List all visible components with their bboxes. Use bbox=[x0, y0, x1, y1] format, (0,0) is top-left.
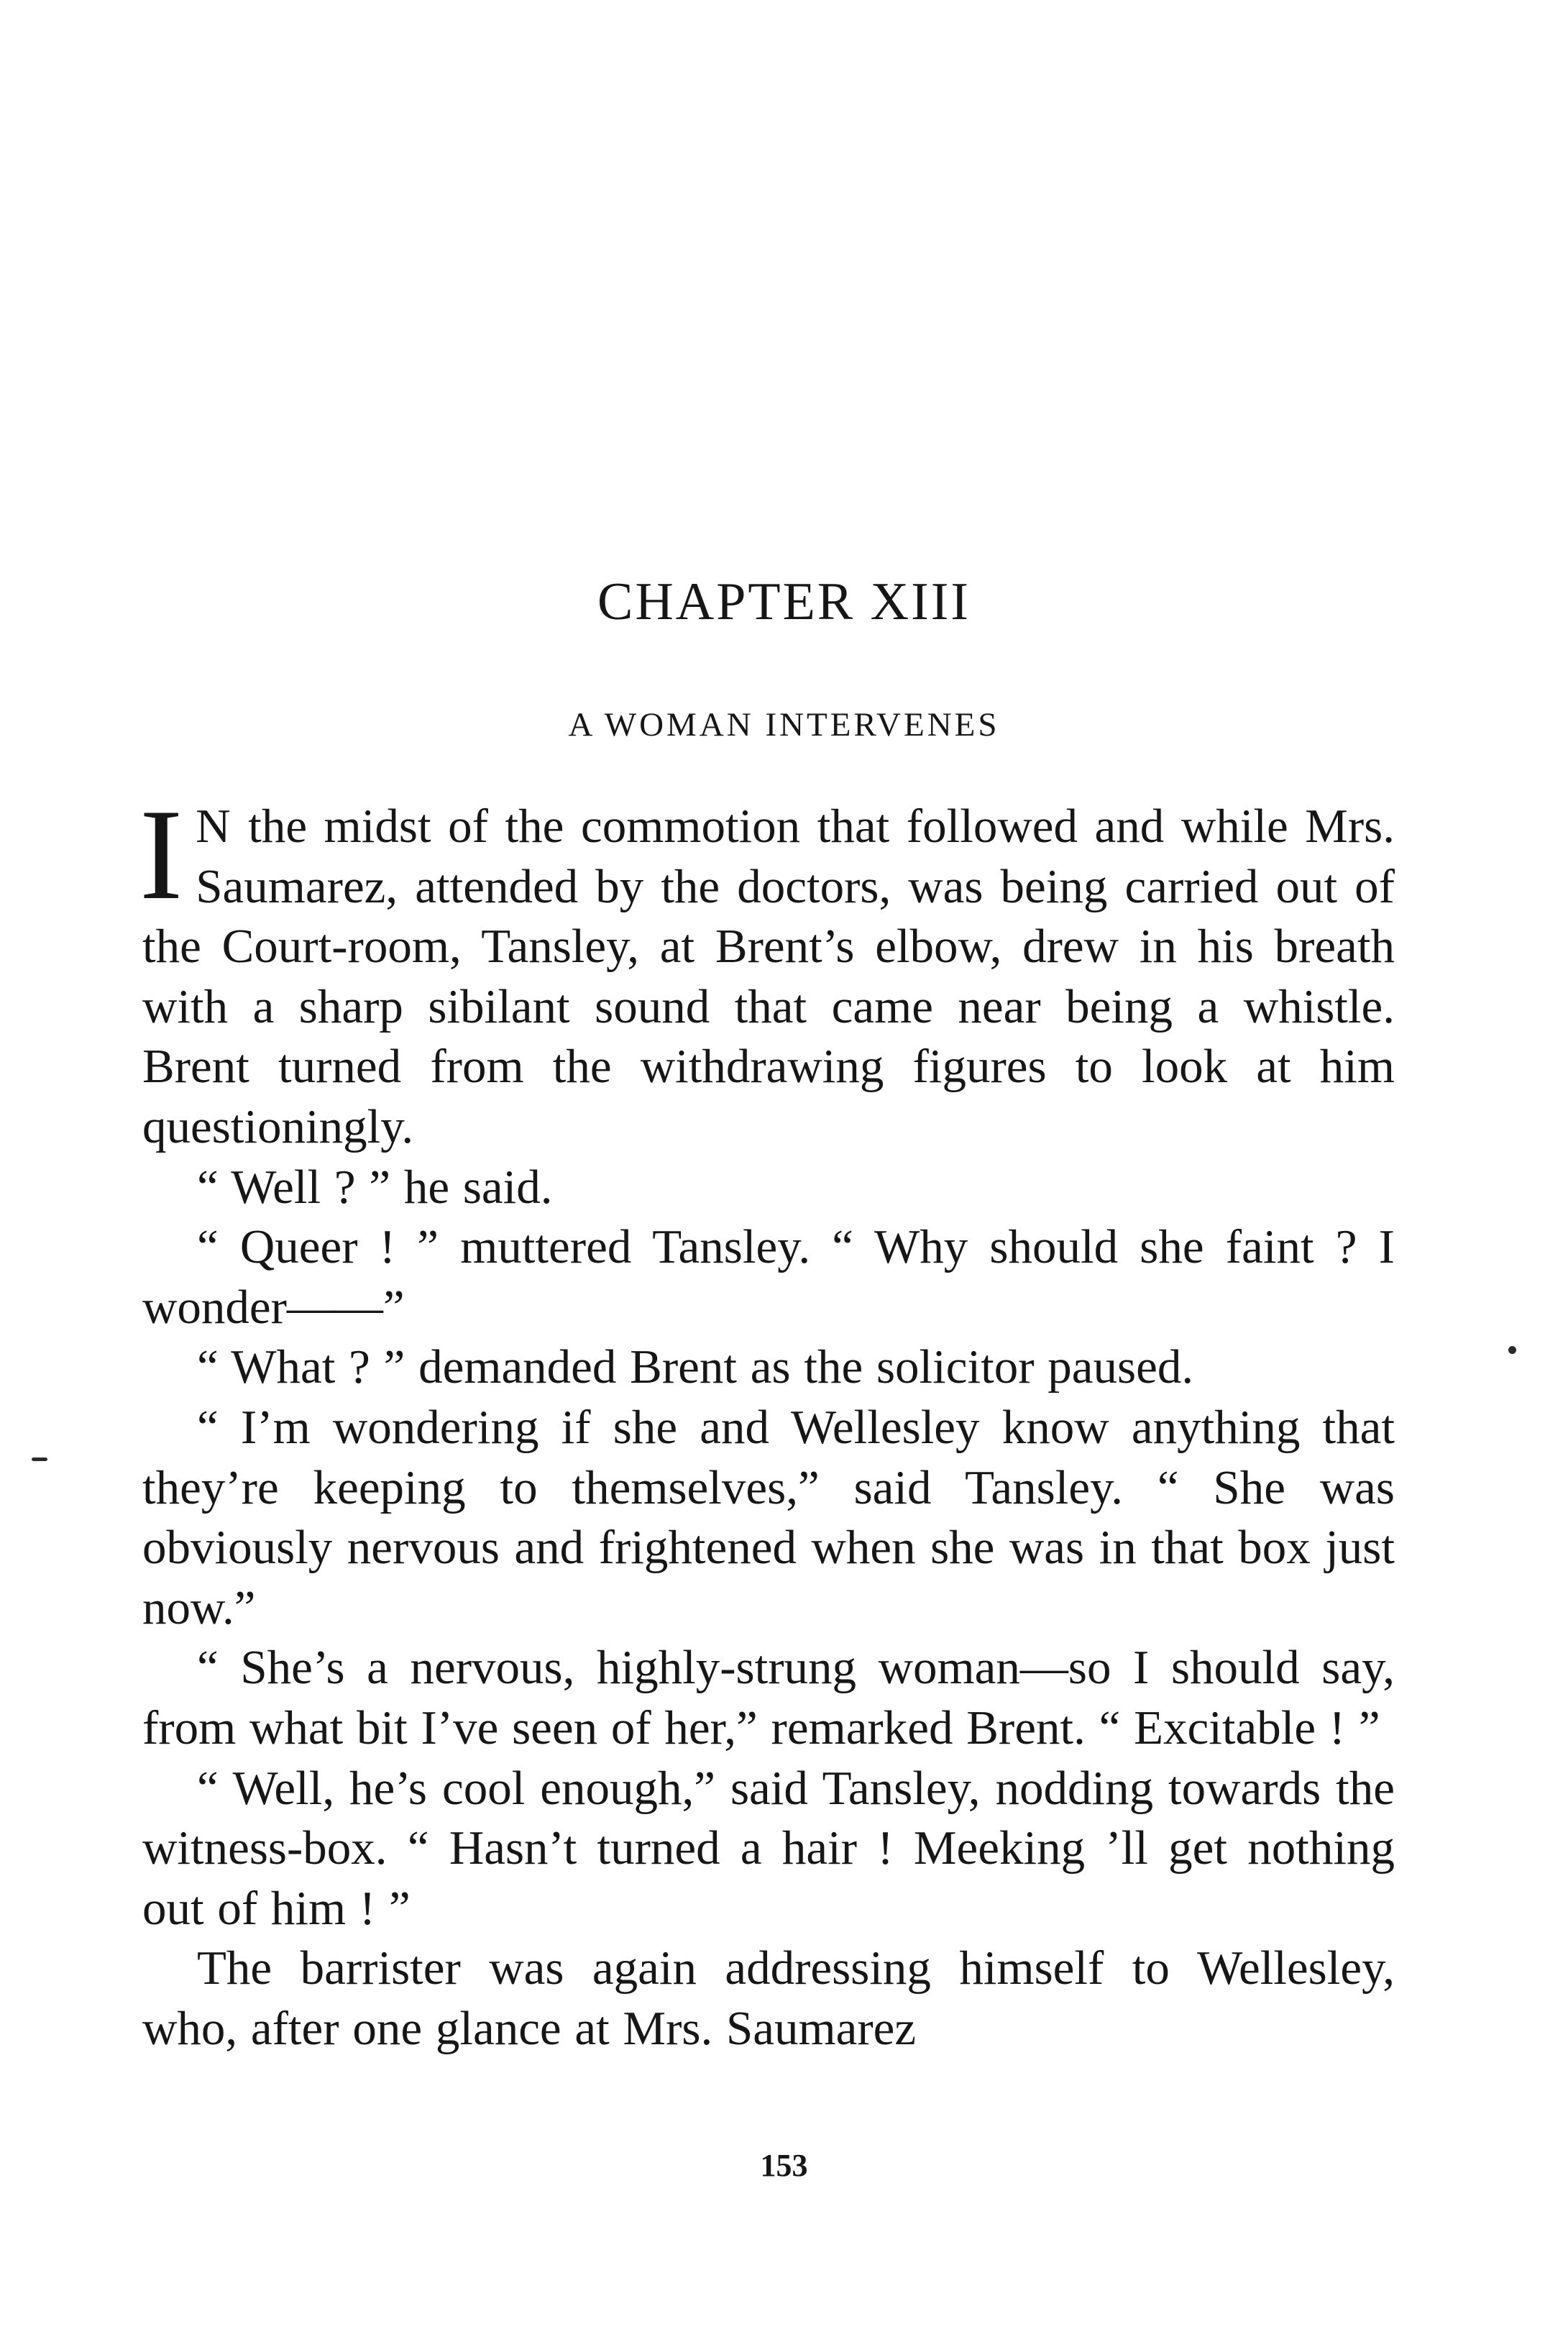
paragraph-lead-caps: N bbox=[196, 800, 231, 853]
chapter-subtitle: A WOMAN INTERVENES bbox=[568, 706, 1000, 743]
scan-speck bbox=[32, 1458, 47, 1461]
paragraph-8: The barrister was again addressing himself to Wellesley, who, after one glance at Mrs. Saumarez bbox=[142, 1941, 1395, 2055]
body-text bbox=[139, 783, 1395, 2059]
drop-cap: I bbox=[139, 783, 183, 927]
paragraph-5: “ I’m wondering if she and Wellesley know anything that they’re keeping to themselves,” said Tansley. “ She was obviously nervous and frightened when she was in that box just now.” bbox=[142, 1400, 1395, 1634]
paragraph-7: “ Well, he’s cool enough,” said Tansley, nodding towards the witness-box. “ Hasn’t turned a hair ! Meeking ’ll get nothing out of him ! ” bbox=[142, 1761, 1395, 1935]
paragraph-6: “ She’s a nervous, highly-strung woman—so I should say, from what bit I’ve seen of her,” remarked Brent. “ Excitable ! ” bbox=[142, 1641, 1395, 1754]
paragraph-2: “ Well ? ” he said. bbox=[197, 1160, 553, 1214]
chapter-title: CHAPTER XIII bbox=[597, 572, 971, 631]
paragraph-text: the midst of the commotion that followed and while Mrs. Saumarez, attended by the doctors, was being carried out of the Court-room, Tansley, at Brent’s elbow, drew in his breath with a sharp sibilant sound that came near being a whistle. Brent turned from the withdrawing figures to look at him questioningly. bbox=[142, 800, 1395, 1153]
paragraph-3: “ Queer ! ” muttered Tansley. “ Why should she faint ? I wonder——” bbox=[142, 1220, 1395, 1334]
paragraph-1 bbox=[139, 783, 1395, 1158]
page-number: 153 bbox=[760, 2148, 808, 2183]
paragraph-4: “ What ? ” demanded Brent as the solicitor paused. bbox=[197, 1340, 1194, 1394]
scan-speck bbox=[1508, 1346, 1516, 1354]
